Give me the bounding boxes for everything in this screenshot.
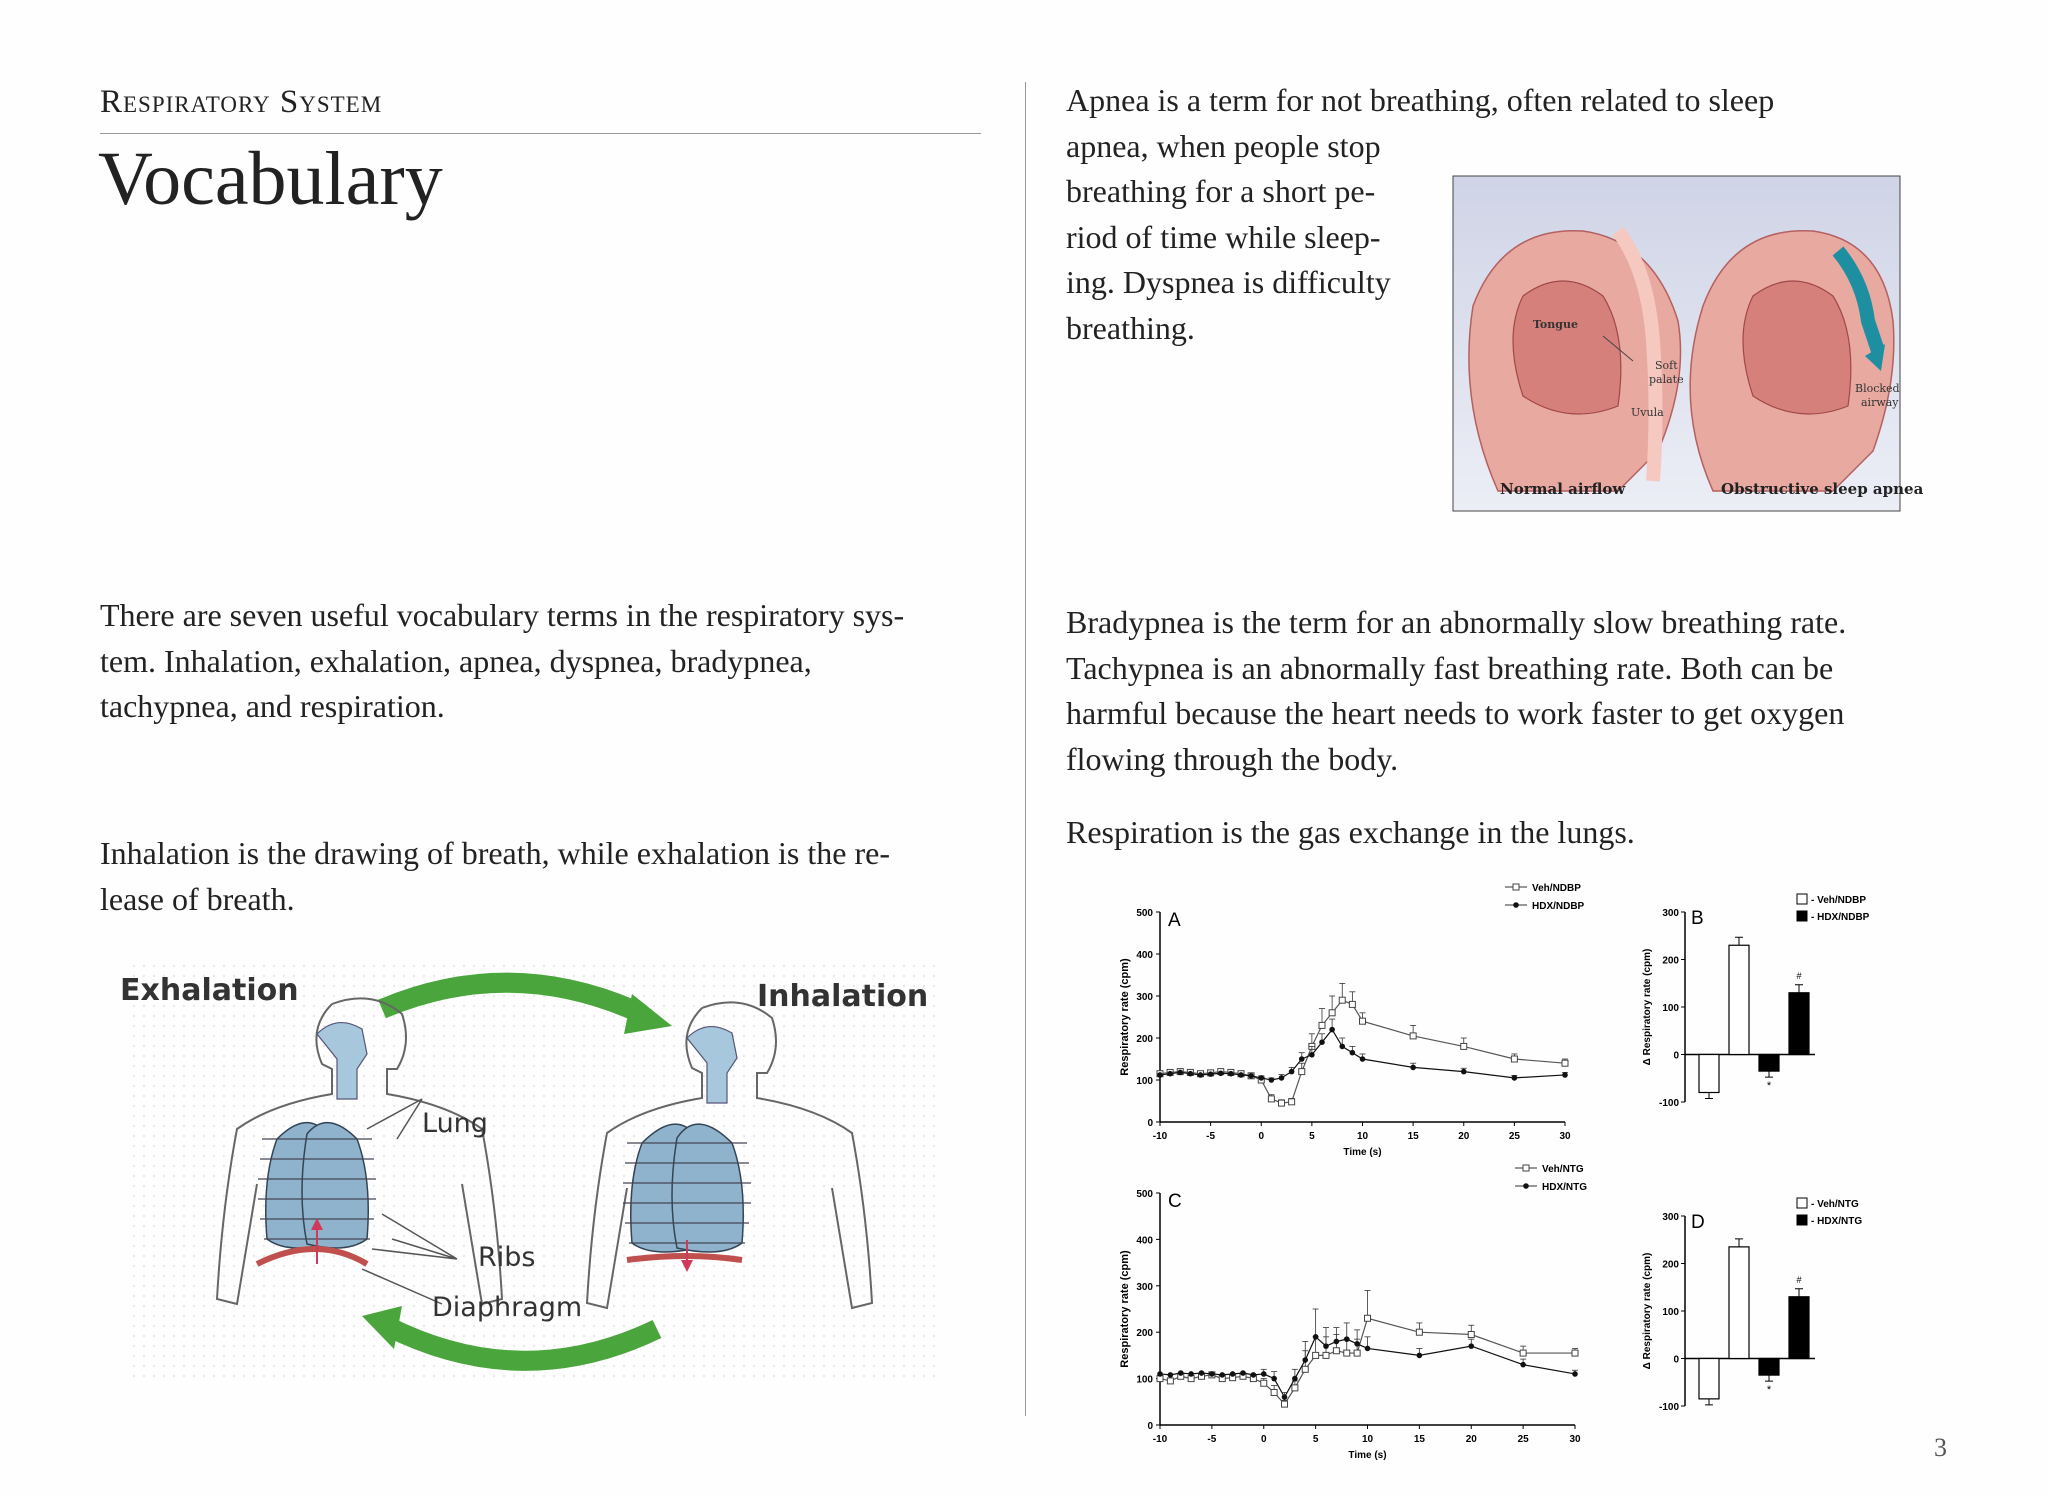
panel-letter: A — [1168, 910, 1181, 931]
normal-airflow-caption: Normal airflow — [1500, 480, 1626, 498]
x-tick-label: 10 — [1356, 1131, 1369, 1142]
y-tick-label: 400 — [1136, 950, 1153, 961]
bar — [1789, 1297, 1809, 1359]
y-tick-label: 400 — [1136, 1235, 1153, 1247]
data-point — [1323, 1343, 1329, 1349]
x-tick-label: 0 — [1260, 1434, 1267, 1445]
data-point — [1461, 1043, 1467, 1049]
data-point — [1167, 1071, 1173, 1077]
y-axis-label: Δ Respiratory rate (cpm) — [1642, 948, 1653, 1066]
x-tick-label: 10 — [1361, 1434, 1374, 1445]
y-tick-label: 300 — [1662, 1212, 1679, 1223]
data-point — [1230, 1371, 1236, 1377]
intro-line: There are seven useful vocabulary terms in the respiratory sys- — [100, 597, 905, 633]
data-point — [1167, 1378, 1173, 1384]
data-point — [1228, 1071, 1234, 1077]
data-point — [1268, 1096, 1274, 1102]
y-tick-label: 200 — [1136, 1328, 1153, 1340]
data-point — [1261, 1371, 1267, 1377]
apnea-line: breathing for a short pe- — [1066, 173, 1376, 209]
legend-label: HDX/NDBP — [1532, 901, 1585, 912]
data-point — [1461, 1069, 1467, 1075]
y-tick-label: 500 — [1136, 1189, 1153, 1200]
bar — [1759, 1359, 1779, 1376]
data-point — [1240, 1370, 1246, 1376]
data-point — [1302, 1366, 1308, 1372]
legend-label: HDX/NTG — [1542, 1182, 1587, 1193]
y-tick-label: 100 — [1662, 1307, 1679, 1318]
y-tick-label: 0 — [1673, 1354, 1679, 1366]
legend-swatch — [1797, 911, 1807, 921]
data-point — [1360, 1056, 1366, 1062]
data-point — [1329, 1027, 1335, 1033]
y-tick-label: 300 — [1662, 908, 1679, 919]
data-point — [1271, 1390, 1277, 1396]
significance-mark: * — [1766, 1080, 1772, 1093]
apnea-line: ing. Dyspnea is difficulty — [1066, 264, 1391, 300]
inhalation-line: Inhalation is the drawing of breath, while exhalation is the re- — [100, 835, 890, 871]
data-point — [1299, 1069, 1305, 1075]
bar — [1789, 993, 1809, 1055]
data-point — [1219, 1372, 1225, 1378]
x-tick-label: 25 — [1508, 1131, 1520, 1142]
legend-label: - HDX/NDBP — [1811, 912, 1870, 923]
legend-label: Veh/NTG — [1542, 1164, 1584, 1175]
data-point — [1410, 1065, 1416, 1071]
legend-label: - HDX/NTG — [1811, 1216, 1863, 1227]
data-point — [1468, 1343, 1474, 1349]
data-point — [1562, 1072, 1568, 1078]
data-point — [1279, 1075, 1285, 1081]
data-point — [1309, 1052, 1315, 1058]
data-point — [1282, 1394, 1288, 1400]
x-tick-label: -5 — [1207, 1434, 1217, 1445]
x-tick-label: 0 — [1258, 1131, 1265, 1142]
legend-marker — [1523, 1183, 1529, 1189]
x-tick-label: -10 — [1152, 1131, 1168, 1142]
data-point — [1333, 1348, 1339, 1354]
x-tick-label: 20 — [1458, 1131, 1470, 1142]
data-point — [1208, 1071, 1214, 1077]
data-point — [1258, 1075, 1264, 1081]
y-axis-label: Respiratory rate (cpm) — [1119, 1250, 1131, 1368]
data-point — [1339, 1044, 1345, 1050]
data-point — [1520, 1350, 1526, 1356]
legend-marker — [1513, 902, 1519, 908]
x-tick-label: -5 — [1206, 1131, 1216, 1142]
data-point — [1349, 1001, 1355, 1007]
bradypnea-line: flowing through the body. — [1066, 740, 1399, 777]
data-point — [1199, 1370, 1205, 1376]
soft-palate-label: palate — [1649, 373, 1684, 386]
x-tick-label: 15 — [1413, 1434, 1425, 1445]
x-tick-label: 15 — [1407, 1131, 1419, 1142]
page-title: Vocabulary — [98, 137, 443, 221]
x-axis-label: Time (s) — [1343, 1147, 1382, 1158]
y-tick-label: 300 — [1136, 992, 1153, 1003]
data-point — [1261, 1380, 1267, 1386]
data-point — [1209, 1371, 1215, 1377]
intro-line: tachypnea, and respiration. — [100, 688, 445, 724]
blocked-airway-label: airway — [1861, 396, 1899, 409]
bar — [1729, 945, 1749, 1054]
data-point — [1279, 1100, 1285, 1106]
bar — [1759, 1055, 1779, 1072]
y-axis-label: Respiratory rate (cpm) — [1119, 958, 1131, 1076]
apnea-line: breathing. — [1066, 309, 1195, 346]
significance-mark: * — [1766, 1384, 1772, 1397]
section-label: Respiratory System — [100, 84, 383, 120]
significance-mark: # — [1796, 1274, 1802, 1285]
uvula-label: Uvula — [1631, 406, 1664, 419]
obstructive-caption: Obstructive sleep apnea — [1721, 480, 1924, 498]
data-point — [1511, 1056, 1517, 1062]
y-tick-label: 200 — [1662, 955, 1679, 967]
y-axis-label: Δ Respiratory rate (cpm) — [1642, 1252, 1653, 1370]
data-point — [1520, 1362, 1526, 1368]
data-point — [1360, 1018, 1366, 1024]
data-point — [1271, 1376, 1277, 1382]
data-point — [1168, 1372, 1174, 1378]
sleep-apnea-illustration — [1453, 176, 1924, 511]
legend-label: Veh/NDBP — [1532, 883, 1581, 894]
chart-panel-c — [1100, 1164, 1587, 1465]
x-tick-label: -10 — [1152, 1434, 1168, 1445]
y-tick-label: 200 — [1136, 1034, 1153, 1045]
y-tick-label: 0 — [1147, 1118, 1153, 1129]
data-point — [1354, 1341, 1360, 1347]
bar — [1729, 1247, 1749, 1359]
data-point — [1188, 1071, 1194, 1077]
intro-line: tem. Inhalation, exhalation, apnea, dyspnea, bradypnea, — [100, 642, 812, 679]
data-point — [1344, 1350, 1350, 1356]
panel-letter: C — [1168, 1191, 1182, 1212]
data-point — [1354, 1350, 1360, 1356]
apnea-line: Apnea is a term for not breathing, often related to sleep — [1066, 82, 1775, 118]
data-point — [1319, 1022, 1325, 1028]
data-point — [1238, 1072, 1244, 1078]
apnea-line: apnea, when people stop — [1066, 127, 1381, 164]
data-point — [1157, 1072, 1163, 1078]
legend-marker — [1513, 884, 1519, 890]
panel-letter: B — [1691, 908, 1704, 929]
bar — [1699, 1359, 1719, 1399]
data-point — [1188, 1371, 1194, 1377]
header-rule — [100, 133, 981, 134]
inhalation-label: Inhalation — [757, 979, 929, 1014]
legend-marker — [1523, 1165, 1529, 1171]
data-point — [1313, 1334, 1319, 1340]
y-tick-label: -100 — [1658, 1098, 1679, 1109]
normal-airway-drawing — [1469, 231, 1681, 491]
x-tick-label: 5 — [1312, 1434, 1319, 1445]
data-point — [1218, 1070, 1224, 1076]
column-divider — [1025, 82, 1026, 1416]
data-point — [1365, 1315, 1371, 1321]
y-tick-label: 100 — [1136, 1076, 1153, 1087]
y-tick-label: 0 — [1673, 1050, 1679, 1062]
data-point — [1282, 1401, 1288, 1407]
legend-swatch — [1797, 1215, 1807, 1225]
x-tick-label: 5 — [1309, 1131, 1315, 1142]
bradypnea-line: Bradypnea is the term for an abnormally slow breathing rate. — [1066, 604, 1847, 640]
data-point — [1198, 1072, 1204, 1078]
data-point — [1562, 1060, 1568, 1066]
diaphragm-label: Diaphragm — [432, 1292, 583, 1323]
data-point — [1365, 1346, 1371, 1352]
x-tick-label: 25 — [1517, 1434, 1529, 1445]
y-tick-label: 300 — [1136, 1281, 1153, 1293]
data-point — [1248, 1073, 1254, 1079]
data-point — [1323, 1352, 1329, 1358]
data-point — [1350, 1050, 1356, 1056]
x-tick-label: 30 — [1569, 1434, 1581, 1445]
data-point — [1334, 1339, 1340, 1345]
data-point — [1292, 1376, 1298, 1382]
chart-panel-b — [1625, 880, 1925, 1125]
data-point — [1292, 1385, 1298, 1391]
apnea-line: riod of time while sleep- — [1066, 218, 1381, 255]
data-point — [1572, 1371, 1578, 1377]
significance-mark: # — [1796, 970, 1802, 981]
inhalation-paragraph — [100, 831, 1000, 922]
bradypnea-line: harmful because the heart needs to work faster to get oxygen — [1066, 695, 1845, 731]
data-point — [1319, 1039, 1325, 1045]
data-point — [1269, 1077, 1275, 1083]
data-point — [1329, 1010, 1335, 1016]
legend-label: - Veh/NDBP — [1811, 895, 1867, 906]
data-point — [1344, 1336, 1350, 1342]
data-point — [1289, 1069, 1295, 1075]
data-point — [1251, 1372, 1257, 1378]
data-point — [1178, 1370, 1184, 1376]
data-point — [1157, 1371, 1163, 1377]
y-tick-label: 200 — [1662, 1259, 1679, 1271]
inhalation-line: lease of breath. — [100, 880, 295, 917]
breathing-diagram — [112, 964, 942, 1379]
data-point — [1417, 1353, 1423, 1359]
x-tick-label: 20 — [1465, 1434, 1477, 1445]
data-point — [1299, 1056, 1305, 1062]
y-tick-label: 500 — [1136, 908, 1153, 919]
exhalation-label: Exhalation — [120, 973, 299, 1008]
legend-swatch — [1797, 1198, 1807, 1208]
y-tick-label: 100 — [1662, 1003, 1679, 1014]
bradypnea-line: Tachypnea is an abnormally fast breathing rate. Both can be — [1066, 649, 1834, 686]
data-point — [1289, 1099, 1295, 1105]
x-axis-label: Time (s) — [1348, 1450, 1387, 1461]
data-point — [1313, 1352, 1319, 1358]
data-point — [1302, 1357, 1308, 1363]
soft-palate-label: Soft — [1655, 359, 1678, 372]
blocked-airway-label: Blocked — [1855, 382, 1900, 395]
lung-label: Lung — [422, 1108, 488, 1139]
respiration-paragraph: Respiration is the gas exchange in the lungs. — [1066, 814, 1635, 850]
y-tick-label: 100 — [1136, 1374, 1153, 1386]
y-tick-label: -100 — [1658, 1402, 1679, 1413]
data-point — [1468, 1332, 1474, 1338]
data-point — [1410, 1033, 1416, 1039]
ribs-label: Ribs — [478, 1242, 536, 1273]
page-number: 3 — [1934, 1433, 1947, 1462]
intro-paragraph — [100, 593, 1000, 730]
y-tick-label: 0 — [1147, 1421, 1153, 1432]
data-point — [1416, 1329, 1422, 1335]
data-point — [1572, 1350, 1578, 1356]
chart-panel-d — [1625, 1190, 1925, 1435]
data-point — [1339, 997, 1345, 1003]
x-tick-label: 30 — [1559, 1131, 1571, 1142]
bradypnea-paragraph — [1066, 600, 1966, 782]
bar — [1699, 1055, 1719, 1093]
tongue-label: Tongue — [1533, 318, 1578, 331]
data-point — [1177, 1070, 1183, 1076]
data-point — [1512, 1075, 1518, 1081]
legend-label: - Veh/NTG — [1811, 1199, 1859, 1210]
legend-swatch — [1797, 894, 1807, 904]
panel-letter: D — [1691, 1212, 1705, 1233]
